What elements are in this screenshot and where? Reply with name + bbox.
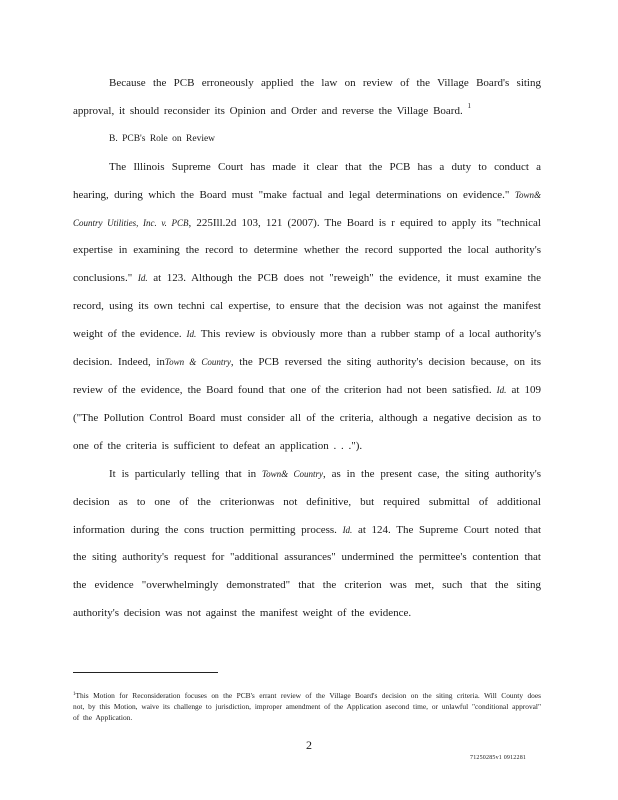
case-citation: Town & Country bbox=[164, 357, 231, 368]
id-citation: Id. bbox=[496, 384, 507, 395]
section-heading: B. PCB's Role on Review bbox=[109, 133, 216, 144]
id-citation: Id. bbox=[137, 273, 148, 284]
case-citation: Town& Country bbox=[262, 468, 324, 479]
document-id: 71250285v1 0912281 bbox=[470, 755, 527, 761]
paragraph-2-text-c: at 123. Although the PCB does not "reweigh" the evidence, it must examine the record, using its own techni cal expertise, to ensure that the decision was not against the manifest weight of the evidence. bbox=[73, 272, 541, 341]
paragraph-3-text-c: at 124. The Supreme Court noted that the siting authority's request for "additional assurances" undermined the permittee's contention that the evidence "overwhelmingly demonstrated" that the criterion was met, such that the siting authority's decision was not against the manifest weight of the evidence. bbox=[73, 523, 542, 620]
paragraph-3-text-a: It is particularly telling that in bbox=[109, 467, 257, 480]
paragraph-2-text-e: , the PCB reversed the siting authority's decision because, on its review of the evidence, the Board found that one of the criterion had not been satisfied. bbox=[73, 356, 541, 396]
paragraph-2-text-a: The Illinois Supreme Court has made it clear that the PCB has a duty to conduct a hearing, during which the Board must "make factual and legal determinations on evidence." bbox=[73, 160, 541, 201]
id-citation: Id. bbox=[342, 524, 353, 535]
page-number: 2 bbox=[306, 738, 312, 752]
paragraph-1-text: Because the PCB erroneously applied the law on review of the Village Board's siting approval, it should reconsider its Opinion and Order and reverse the Village Board. bbox=[73, 77, 541, 117]
paragraph-2-text-b: , 225Ill.2d 103, 121 (2007). The Board is r equired to apply its "technical expertise in examining the record to determine whether the record supported the local authority's conclusions." bbox=[73, 216, 541, 285]
paragraph-3 bbox=[73, 461, 541, 628]
footnote-separator bbox=[73, 672, 218, 673]
footnote-reference[interactable]: 1 bbox=[467, 101, 471, 110]
footnote-marker: 1 bbox=[73, 692, 76, 697]
paragraph-2-text-f: at 109 ("The Pollution Control Board must consider all of the criteria, although a negative decision as to one of the criteria is sufficient to defeat an application . . ."). bbox=[73, 383, 541, 452]
paragraph-1 bbox=[73, 70, 541, 126]
paragraph-2 bbox=[73, 154, 541, 461]
footnote bbox=[73, 690, 541, 723]
paragraph-3-text-b: , as in the present case, the siting authority's decision as to one of the criterionwas not definitive, but required submittal of additional information during the cons truction permitting process. bbox=[73, 467, 542, 536]
case-citation: Town& Country Utilities, Inc. v. PCB bbox=[73, 189, 541, 228]
body-text bbox=[73, 70, 541, 628]
id-citation: Id. bbox=[186, 329, 197, 340]
footnote-text: This Motion for Reconsideration focuses on the PCB's errant review of the Village Board's decision on the siting criteria. Will County does not, by this Motion, waive its challenge to jurisdiction, improper amendment of the Application asecond time, or unlawful "conditional approval" of the Application. bbox=[73, 691, 541, 722]
paragraph-2-text-d: This review is obviously more than a rubber stamp of a local authority's decision. Indeed, in bbox=[73, 328, 541, 369]
